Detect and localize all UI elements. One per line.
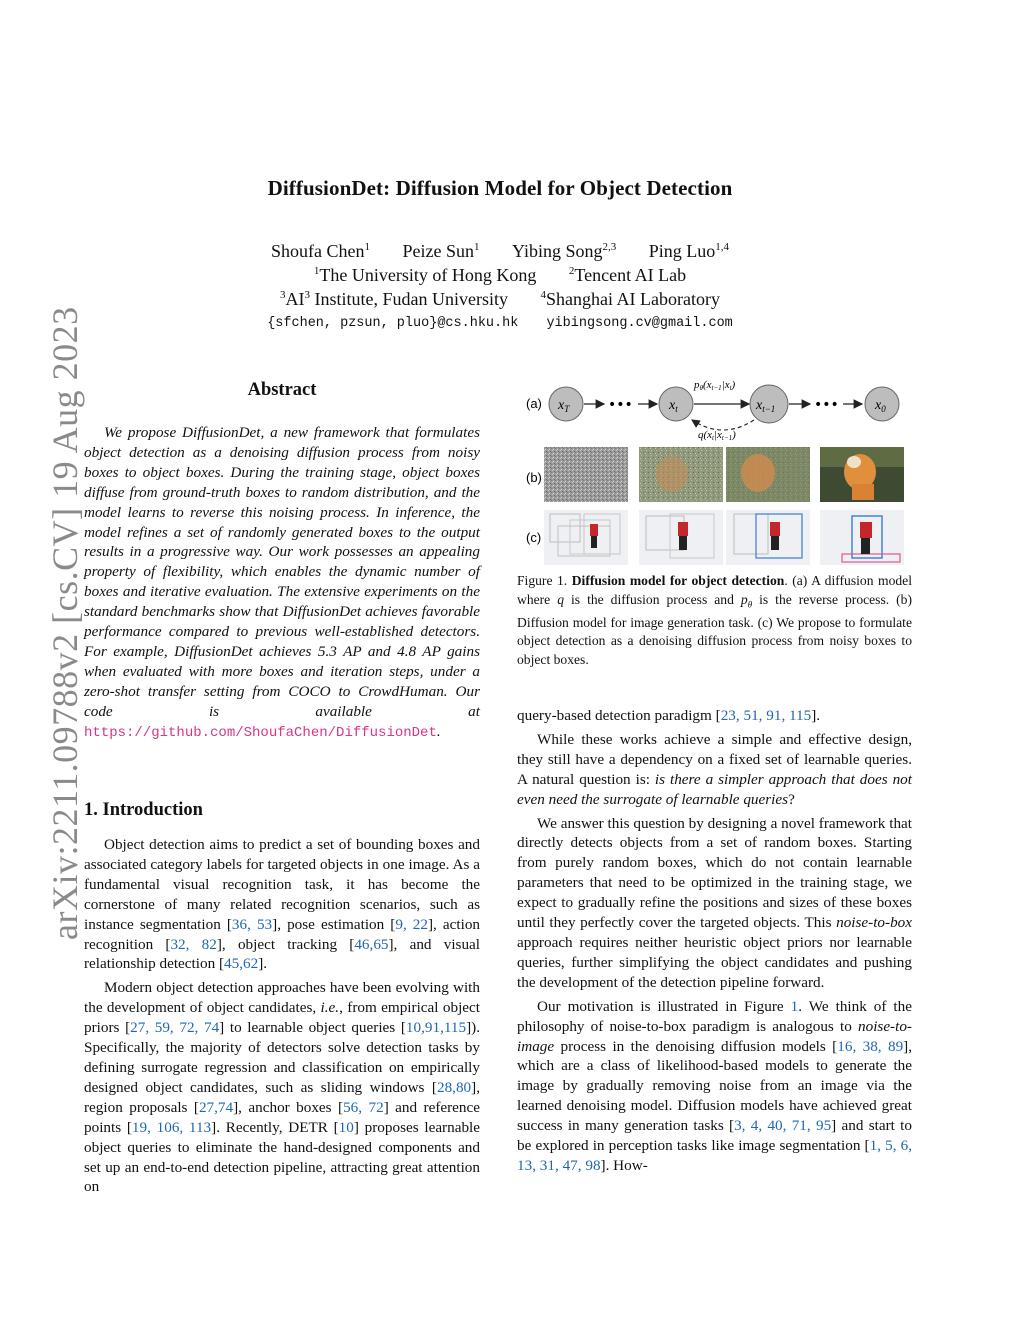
ellipsis: ••• bbox=[608, 397, 633, 413]
skier-noisy-boxes-thumbnail bbox=[639, 510, 723, 565]
reverse-process-label: pθ(xt−1|xt) bbox=[694, 379, 736, 392]
skier-random-boxes-thumbnail bbox=[544, 510, 628, 565]
node-xT bbox=[549, 387, 583, 421]
citation[interactable]: 28,80 bbox=[436, 1078, 472, 1096]
affiliation: $^2$Tencent AI Lab bbox=[568, 265, 687, 285]
citation[interactable]: 45,62 bbox=[224, 955, 259, 973]
diffusion-process-label: q(xt|xt−1) bbox=[698, 429, 736, 442]
svg-text:x0: $x_0$ bbox=[875, 398, 886, 414]
affiliation: $^3AI^3$ Institute, Fudan University bbox=[280, 289, 509, 309]
affiliations-line-2 bbox=[0, 289, 1000, 310]
citation[interactable]: 1, 5, 6, 13, 31, 47, 98 bbox=[517, 1137, 913, 1174]
paragraph: Modern object detection approaches have been evolving with the development of object candidates, i.e., from empirical object priors [27, 59, 72, 74] to learnable object queries [10,91,115]). Specifically, the majority of detectors solve detection tasks by defining surrogate regression and classification on empirically designed object candidates, such as sliding windows [28,80], region proposals [27,74], anchor boxes [56, 72] and reference points [19, 106, 113]. Recently, DETR [10] proposes learnable object queries to eliminate the hand-designed components and set up an end-to-end detection pipeline, attracting great attention on bbox=[84, 979, 481, 1196]
node-x0 bbox=[865, 387, 899, 421]
abstract-body: We propose DiffusionDet, a new framework that formulates object detection as a denoising diffusion process from noisy boxes to object boxes. During the training stage, object boxes diffuse from ground-truth boxes to random distribution, and the model learns to reverse this noising process. In inference, the model refines a set of randomly generated boxes to the output results in a progressive way. Our work possesses an appealing property of flexibility, which enables the dynamic number of boxes and iterative evaluation. The extensive experiments on the standard benchmarks show that DiffusionDet achieves favorable performance compared to previous well-established detectors. For example, DiffusionDet achieves 5.3 AP and 4.8 AP gains when evaluated with more boxes and iteration steps, under a zero-shot transfer setting from COCO to CrowdHuman. Our code is available at https://github.com/ShoufaChen/DiffusionDet. bbox=[84, 424, 480, 741]
section-heading-introduction: 1. Introduction bbox=[84, 800, 203, 820]
introduction-body bbox=[84, 835, 480, 1197]
citation[interactable]: 27, 59, 72, 74 bbox=[130, 1019, 220, 1037]
citation[interactable]: 23, 51, 91, 115 bbox=[720, 707, 812, 724]
figure-1 bbox=[520, 374, 912, 566]
citation[interactable]: 32, 82 bbox=[170, 935, 217, 953]
paragraph: We answer this question by designing a novel framework that directly detects objects from a set of random boxes. Starting from purely random boxes, which do not contain learnable parameters that need to be optimized in the training stage, we expect to gradually refine the positions and sizes of these boxes until they perfectly cover the targeted objects. This noise-to-box approach requires neither heuristic object priors nor learnable queries, further simplifying the object candidates and pushing the development of the detection pipeline forward. bbox=[517, 814, 913, 991]
email: {sfchen, pzsun, pluo}@cs.hku.hk bbox=[267, 316, 519, 331]
ellipsis: ••• bbox=[814, 397, 839, 413]
clean-cat-image-thumbnail bbox=[820, 447, 904, 502]
affiliation: $^1$The University of Hong Kong bbox=[313, 265, 537, 285]
affiliation: $^4$Shanghai AI Laboratory bbox=[540, 289, 720, 309]
code-link[interactable]: https://github.com/ShoufaChen/DiffusionDet bbox=[84, 724, 437, 741]
citation[interactable]: 10,91,115 bbox=[405, 1019, 467, 1037]
citation[interactable]: 9, 22 bbox=[395, 915, 428, 933]
paragraph: query-based detection paradigm [23, 51, 91, 115]. bbox=[517, 707, 821, 724]
author: Ping Luo$^{1,4}$ bbox=[648, 241, 730, 261]
abstract-heading: Abstract bbox=[247, 380, 317, 400]
paragraph: While these works achieve a simple and effective design, they still have a dependency on a fixed set of learnable queries. A natural question is: is there a simpler approach that does not even need the surrogate of learnable queries? bbox=[517, 730, 912, 808]
citation[interactable]: 10 bbox=[338, 1118, 354, 1136]
panel-label: (c) bbox=[526, 530, 542, 545]
noise-image-thumbnail bbox=[544, 447, 628, 502]
email: yibingsong.cv@gmail.com bbox=[546, 316, 733, 331]
author: Peize Sun$^1$ bbox=[402, 241, 480, 261]
paper-title: DiffusionDet: Diffusion Model for Object Detection bbox=[267, 176, 733, 200]
mostly-denoised-cat-thumbnail bbox=[726, 447, 810, 502]
diffusion-diagram bbox=[520, 374, 912, 566]
citation[interactable]: 46,65 bbox=[354, 935, 389, 953]
citation[interactable]: 36, 53 bbox=[231, 915, 273, 933]
svg-text:xT: $x_T$ bbox=[558, 398, 570, 414]
figure-1-caption: Figure 1. Diffusion model for object detection. (a) A diffusion model where q is the diffusion process and $p_\theta$ is the reverse process. (b) Diffusion model for image generation task. (c) We propose to formulate object detection as a denoising diffusion process from noisy boxes to object boxes. bbox=[517, 573, 913, 667]
author-list bbox=[0, 241, 1000, 262]
citation[interactable]: 16, 38, 89 bbox=[837, 1037, 904, 1055]
citation[interactable]: 3, 4, 40, 71, 95 bbox=[734, 1117, 832, 1135]
citation[interactable]: 56, 72 bbox=[343, 1098, 384, 1116]
citation[interactable]: 19, 106, 113 bbox=[131, 1118, 212, 1136]
svg-text:xt−1: $x_{t-1}$ bbox=[756, 398, 776, 414]
paragraph: Our motivation is illustrated in Figure 1. We think of the philosophy of noise-to-box paradigm is analogous to noise-to-image process in the denoising diffusion models [16, 38, 89], which are a class of likelihood-based models to generate the image by gradually removing noise from an image via the learned denoising model. Diffusion models have achieved great success in many generation tasks [3, 4, 40, 71, 95] and start to be explored in perception tasks like image segmentation [1, 5, 6, 13, 31, 47, 98]. How- bbox=[517, 997, 913, 1174]
panel-label: (b) bbox=[526, 470, 542, 485]
node-xt-minus-1 bbox=[750, 385, 788, 423]
author: Yibing Song$^{2,3}$ bbox=[511, 241, 617, 261]
skier-refining-boxes-thumbnail bbox=[726, 510, 810, 565]
affiliations-line-1 bbox=[0, 265, 1000, 286]
email-list bbox=[0, 316, 1000, 331]
svg-text:xt: $x_t$ bbox=[669, 398, 678, 414]
right-column-body bbox=[517, 706, 912, 1176]
node-xt bbox=[659, 387, 693, 421]
arxiv-identifier: arXiv:2211.09788v2 [cs.CV] 19 Aug 2023 bbox=[45, 306, 85, 940]
citation[interactable]: 27,74 bbox=[198, 1098, 234, 1116]
partially-denoised-cat-thumbnail bbox=[639, 447, 723, 502]
figure-reference[interactable]: 1 bbox=[790, 997, 799, 1015]
panel-label: (a) bbox=[526, 396, 542, 411]
author: Shoufa Chen$^1$ bbox=[270, 241, 370, 261]
skier-final-detection-thumbnail bbox=[820, 510, 904, 565]
paragraph: Object detection aims to predict a set of bounding boxes and associated category labels for targeted objects in one image. As a fundamental visual recognition task, it has become the cornerstone of many related recognition scenarios, such as instance segmentation [36, 53], pose estimation [9, 22], action recognition [32, 82], object tracking [46,65], and visual relationship detection [45,62]. bbox=[84, 836, 481, 973]
